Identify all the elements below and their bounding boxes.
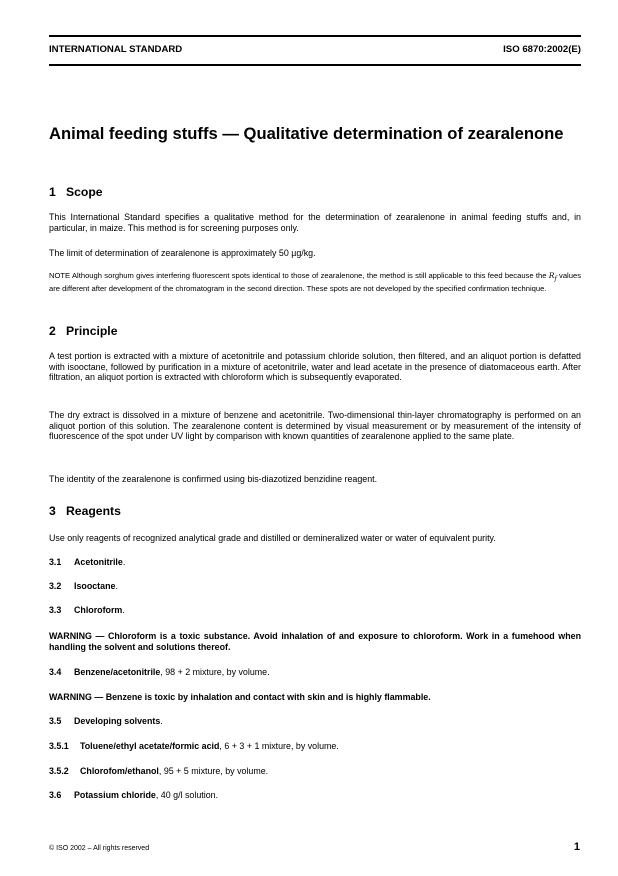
reagent-item xyxy=(49,716,163,726)
header-standard-number: ISO 6870:2002(E) xyxy=(503,44,581,55)
section-title: Principle xyxy=(66,324,118,338)
note-text-start: NOTE Although sorghum gives interfering fluorescent spots identical to those of zearalenone, the method is still applicable to this feed because the xyxy=(49,271,549,280)
item-name: Potassium chloride xyxy=(74,790,156,800)
item-rest: , 98 + 2 mixture, by volume. xyxy=(160,667,270,677)
item-name: Benzene/acetonitrile xyxy=(74,667,161,677)
item-number: 3.6 xyxy=(49,790,62,800)
section-heading-principle xyxy=(49,324,117,338)
item-name: Chlorofom/ethanol xyxy=(80,766,159,776)
item-rest: . xyxy=(160,716,163,726)
reagent-item xyxy=(49,605,125,615)
reagents-intro: Use only reagents of recognized analytical grade and distilled or demineralized water or water of equivalent purity. xyxy=(49,533,496,543)
section-title: Scope xyxy=(66,185,103,199)
item-rest: , 40 g/l solution. xyxy=(155,790,219,800)
principle-paragraph-3: The identity of the zearalenone is confirmed using bis-diazotized benzidine reagent. xyxy=(49,474,378,484)
footer-page-number: 1 xyxy=(573,841,580,853)
header-bottom-rule xyxy=(49,64,581,66)
item-name: Acetonitrile xyxy=(74,557,123,567)
scope-paragraph-1: This International Standard specifies a qualitative method for the determination of zearalenone in animal feeding stuffs and, in particular, in maize. This method is for screening purposes only. xyxy=(49,212,581,233)
reagent-item xyxy=(49,557,125,567)
item-name: Toluene/ethyl acetate/formic acid xyxy=(80,741,220,751)
item-number: 3.5.2 xyxy=(49,766,69,776)
section-number: 3 xyxy=(49,504,56,518)
header-top-rule xyxy=(49,35,581,37)
reagent-item xyxy=(49,581,118,591)
section-title: Reagents xyxy=(66,504,121,518)
principle-paragraph-2: The dry extract is dissolved in a mixture of benzene and acetonitrile. Two-dimensional thin-layer chromatography is performed on an aliquot portion of this solution. The zearalenone content is determined by visual measurement or by measurement of the intensity of fluorescence of the spot under UV light by comparison with known quantities of zearalenone applied to the same plate. xyxy=(49,410,581,441)
item-number: 3.2 xyxy=(49,581,62,591)
item-number: 3.4 xyxy=(49,667,62,677)
reagent-item xyxy=(49,667,270,677)
reagent-item xyxy=(49,790,218,800)
item-rest: . xyxy=(122,557,126,567)
scope-paragraph-2: The limit of determination of zearalenone is approximately 50 µg/kg. xyxy=(49,248,316,258)
rf-subscript: f xyxy=(554,275,557,283)
item-rest: . xyxy=(122,605,125,615)
reagent-subitem xyxy=(49,766,268,776)
section-number: 2 xyxy=(49,324,56,338)
rf-symbol: R xyxy=(548,271,555,280)
item-name: Isooctane xyxy=(74,581,116,591)
header-standard-type: INTERNATIONAL STANDARD xyxy=(49,44,183,55)
item-number: 3.3 xyxy=(49,605,62,615)
section-heading-scope xyxy=(49,185,103,199)
item-rest: . xyxy=(115,581,118,591)
document-title: Animal feeding stuffs — Qualitative determination of zearalenone xyxy=(49,124,564,143)
footer-copyright: © ISO 2002 – All rights reserved xyxy=(49,845,150,852)
scope-note xyxy=(49,271,581,293)
item-name: Chloroform xyxy=(74,605,123,615)
item-number: 3.5.1 xyxy=(49,741,69,751)
section-heading-reagents xyxy=(49,504,121,518)
item-rest: , 95 + 5 mixture, by volume. xyxy=(158,766,269,776)
principle-paragraph-1: A test portion is extracted with a mixture of acetonitrile and potassium chloride solution, then filtered, and an aliquot portion is defatted with isooctane, followed by purification in a mixture of acetonitrile, water and lead acetate in the presence of diatomaceous earth. After filtration, an aliquot portion is extracted with chloroform which is subsequently evaporated. xyxy=(49,351,581,382)
item-rest: , 6 + 3 + 1 mixture, by volume. xyxy=(219,741,339,751)
item-number: 3.1 xyxy=(49,557,62,567)
section-number: 1 xyxy=(49,185,56,199)
item-name: Developing solvents xyxy=(74,716,161,726)
note-text-end: values are different after development of the chromatogram in the second direction. These spots are not developed by the specified confirmation technique. xyxy=(49,271,581,293)
warning-benzene: WARNING — Benzene is toxic by inhalation and contact with skin and is highly flammable. xyxy=(49,692,431,702)
reagent-subitem xyxy=(49,741,339,751)
warning-chloroform: WARNING — Chloroform is a toxic substance. Avoid inhalation of and exposure to chloroform. Work in a fumehood when handling the solvent and solutions thereof. xyxy=(49,631,581,652)
item-number: 3.5 xyxy=(49,716,62,726)
